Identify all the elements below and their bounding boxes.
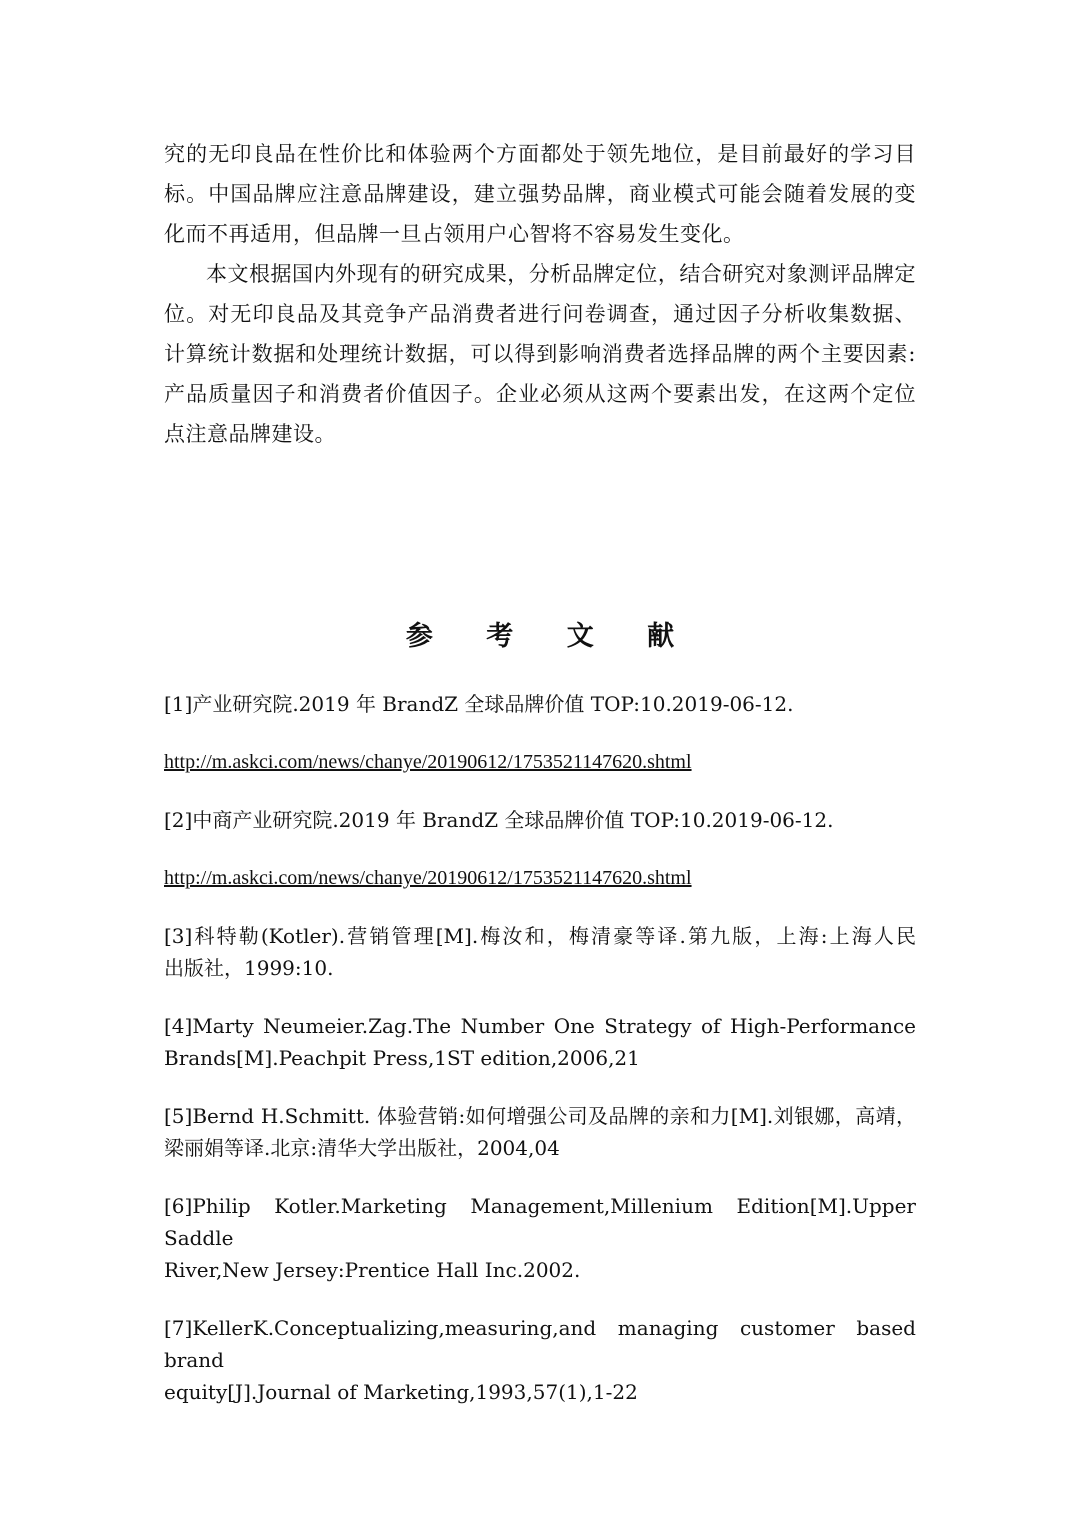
- reference-item-3-line-2: 出版社，1999:10.: [164, 956, 334, 980]
- reference-item-4-line-2: Brands[M].Peachpit Press,1ST edition,2006,21: [164, 1046, 640, 1070]
- reference-item-3-line-1: [3]科特勒(Kotler).营销管理[M].梅汝和，梅清豪等译.第九版，上海:上海人民: [164, 924, 916, 948]
- body-paragraph-1: 究的无印良品在性价比和体验两个方面都处于领先地位，是目前最好的学习目标。中国品牌应注意品牌建设，建立强势品牌，商业模式可能会随着发展的变化而不再适用，但品牌一旦占领用户心智将不容易发生变化。: [164, 142, 916, 246]
- reference-item-7: [164, 1312, 916, 1408]
- reference-item-4-line-1: [4]Marty Neumeier.Zag.The Number One Strategy of High-Performance: [164, 1014, 916, 1038]
- reference-item-6: [164, 1190, 916, 1286]
- reference-item-6-line-1: [6]Philip Kotler.Marketing Management,Millenium Edition[M].Upper Saddle: [164, 1194, 916, 1250]
- reference-link-1[interactable]: http://m.askci.com/news/chanye/20190612/1753521147620.shtml: [164, 751, 692, 773]
- reference-list: [164, 688, 916, 1434]
- reference-item-5-line-1: [5]Bernd H.Schmitt. 体验营销:如何增强公司及品牌的亲和力[M].刘银娜，高靖，: [164, 1104, 916, 1128]
- reference-item-5-line-2: 梁丽娟等译.北京:清华大学出版社，2004,04: [164, 1136, 560, 1160]
- reference-item-7-line-1: [7]KellerK.Conceptualizing,measuring,and managing customer based brand: [164, 1316, 916, 1372]
- reference-item-7-line-2: equity[J].Journal of Marketing,1993,57(1),1-22: [164, 1380, 638, 1404]
- reference-item-2: [2]中商产业研究院.2019 年 BrandZ 全球品牌价值 TOP:10.2019-06-12.: [164, 808, 834, 832]
- reference-item-4: [164, 1010, 916, 1074]
- body-paragraph-2: 本文根据国内外现有的研究成果，分析品牌定位，结合研究对象测评品牌定位。对无印良品及其竞争产品消费者进行问卷调查，通过因子分析收集数据、计算统计数据和处理统计数据，可以得到影响消费者选择品牌的两个主要因素:产品质量因子和消费者价值因子。企业必须从这两个要素出发，在这两个定位点注意品牌建设。: [164, 262, 916, 446]
- reference-link-2[interactable]: http://m.askci.com/news/chanye/20190612/1753521147620.shtml: [164, 867, 692, 889]
- body-text: [164, 134, 916, 454]
- reference-item-5: [164, 1100, 916, 1164]
- reference-item-6-line-2: River,New Jersey:Prentice Hall Inc.2002.: [164, 1258, 581, 1282]
- reference-item-3: [164, 920, 916, 984]
- reference-item-1: [1]产业研究院.2019 年 BrandZ 全球品牌价值 TOP:10.2019-06-12.: [164, 692, 794, 716]
- references-title: 参 考 文 献: [405, 621, 697, 652]
